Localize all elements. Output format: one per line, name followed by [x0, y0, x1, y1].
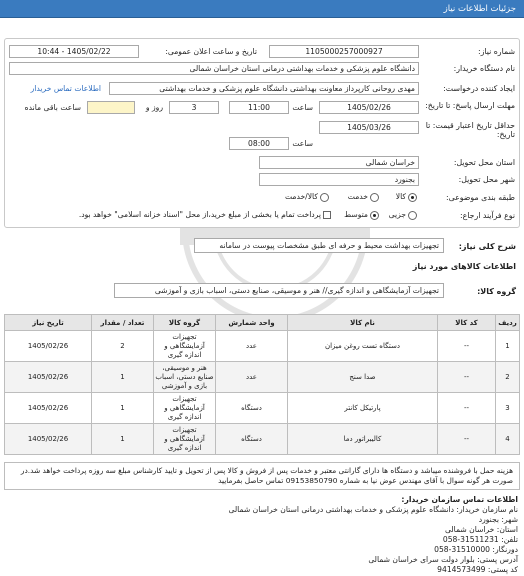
- process-option-medium[interactable]: متوسط: [344, 210, 379, 220]
- col-header-qty: تعداد / مقدار: [92, 315, 154, 331]
- cell-name: پارتیکل کانتر: [288, 393, 438, 424]
- table-row[interactable]: [5, 331, 520, 362]
- buyer-notes: هزینه حمل با فروشنده میباشد و دستگاه ها دارای گارانتی معتبر و خدمات پس از فروش و کالا پس از تحویل و تایید کارشناس مبلغ سه روزه پرداخت خواهد شد.در صورت هر گونه سوال با آقای مهندس عوض نیا به شماره 09153850790 تماس حاصل بفرمایید: [4, 462, 520, 490]
- city-field: بجنورد: [259, 173, 419, 186]
- buyer-field: دانشگاه علوم پزشکی و خدمات بهداشتی درمانی استان خراسان شمالی: [9, 62, 419, 75]
- buyer-label: نام دستگاه خریدار:: [453, 64, 515, 73]
- contact-org: نام سازمان خریدار: دانشگاه علوم پزشکی و خدمات بهداشتی درمانی استان خراسان شمالی: [228, 505, 518, 514]
- category-label: طبقه بندی موضوعی:: [446, 193, 515, 202]
- contact-title: اطلاعات تماس سازمان خریدار:: [401, 495, 518, 504]
- cell-group: تجهیزات آزمایشگاهی و اندازه گیری: [154, 331, 216, 362]
- cell-qty: 1: [92, 393, 154, 424]
- creator-field: مهدی روحانی کارپرداز معاونت بهداشتی دانشگاه علوم پزشکی و خدمات بهداشتی: [109, 82, 419, 95]
- cell-date: 1405/02/26: [5, 331, 92, 362]
- cell-unit: دستگاه: [216, 393, 288, 424]
- cell-group: تجهیزات آزمایشگاهی و اندازه گیری: [154, 424, 216, 455]
- contact-postal: کد پستی: 9414573499: [437, 565, 518, 574]
- hours-remaining-field: [87, 101, 135, 114]
- price-validity-time-field: 08:00: [229, 137, 289, 150]
- goods-info-title: اطلاعات کالاهای مورد نیاز: [412, 262, 516, 271]
- days-remaining-field: 3: [169, 101, 219, 114]
- radio-icon: [408, 211, 417, 220]
- cell-date: 1405/02/26: [5, 424, 92, 455]
- deadline-time-field: 11:00: [229, 101, 289, 114]
- page-title: جزئیات اطلاعات نیاز: [443, 4, 516, 14]
- radio-icon: [320, 193, 329, 202]
- cell-row-no: 4: [496, 424, 520, 455]
- col-header-name: نام کالا: [288, 315, 438, 331]
- need-details-panel: [4, 38, 520, 228]
- col-header-code: کد کالا: [438, 315, 496, 331]
- cell-name: صدا سنج: [288, 362, 438, 393]
- cell-group: تجهیزات آزمایشگاهی و اندازه گیری: [154, 393, 216, 424]
- cell-unit: عدد: [216, 331, 288, 362]
- cell-code: --: [438, 424, 496, 455]
- price-validity-time-label: ساعت: [292, 139, 313, 148]
- payment-treasury-checkbox[interactable]: پرداخت تمام یا بخشی از مبلغ خرید،از محل "اسناد خزانه اسلامی" خواهد بود.: [79, 210, 331, 219]
- price-validity-date-field: 1405/03/26: [319, 121, 419, 134]
- cell-unit: عدد: [216, 362, 288, 393]
- table-header-row: [5, 315, 520, 331]
- cell-row-no: 1: [496, 331, 520, 362]
- page-header: [0, 0, 524, 18]
- price-validity-label: حداقل تاریخ اعتبار قیمت: تا تاریخ:: [425, 121, 515, 139]
- deadline-time-label: ساعت: [292, 103, 313, 112]
- need-number-label: شماره نیاز:: [477, 47, 515, 56]
- cell-group: هنر و موسیقی، صنایع دستی، اسباب بازی و آموزشی: [154, 362, 216, 393]
- announce-field: 1405/02/22 - 10:44: [9, 45, 139, 58]
- table-row[interactable]: [5, 393, 520, 424]
- radio-icon: [370, 211, 379, 220]
- table-row[interactable]: [5, 424, 520, 455]
- radio-icon: [408, 193, 417, 202]
- category-option-goods[interactable]: کالا: [396, 192, 417, 202]
- cell-qty: 2: [92, 331, 154, 362]
- table-row[interactable]: [5, 362, 520, 393]
- contact-address: آدرس پستی: بلوار دولت سرای خراسان شمالی: [368, 555, 518, 564]
- goods-group-label: گروه کالا:: [477, 287, 516, 296]
- checkbox-icon: [323, 211, 331, 219]
- cell-code: --: [438, 331, 496, 362]
- category-option-goods-service[interactable]: کالا/خدمت: [285, 192, 329, 202]
- announce-label: تاریخ و ساعت اعلان عمومی:: [165, 47, 257, 56]
- city-label: شهر محل تحویل:: [458, 175, 515, 184]
- hours-label: ساعت باقی مانده: [24, 103, 81, 112]
- col-header-unit: واحد شمارش: [216, 315, 288, 331]
- cell-name: دستگاه تست روغن میزان: [288, 331, 438, 362]
- goods-table: [4, 314, 520, 455]
- cell-code: --: [438, 393, 496, 424]
- cell-qty: 1: [92, 362, 154, 393]
- province-label: استان محل تحویل:: [453, 158, 515, 167]
- process-label: نوع فرآیند ارجاع:: [459, 211, 515, 220]
- col-header-date: تاریخ نیاز: [5, 315, 92, 331]
- cell-row-no: 3: [496, 393, 520, 424]
- goods-group-field: تجهیزات آزمایشگاهی و اندازه گیری// هنر و موسیقی، صنایع دستی، اسباب بازی و آموزشی: [114, 283, 444, 298]
- creator-label: ایجاد کننده درخواست:: [443, 84, 515, 93]
- general-desc-label: شرح کلی نیاز:: [458, 242, 516, 251]
- contact-fax: دورنگار: 31510000-058: [434, 545, 518, 554]
- radio-icon: [370, 193, 379, 202]
- cell-date: 1405/02/26: [5, 393, 92, 424]
- category-option-service[interactable]: خدمت: [348, 192, 379, 202]
- contact-city: شهر: بجنورد: [478, 515, 518, 524]
- days-label: روز و: [145, 103, 163, 112]
- cell-qty: 1: [92, 424, 154, 455]
- cell-code: --: [438, 362, 496, 393]
- process-option-minor[interactable]: جزیی: [389, 210, 417, 220]
- cell-unit: دستگاه: [216, 424, 288, 455]
- need-number-field: 1105000257000927: [269, 45, 419, 58]
- contact-phone: تلفن: 31511231-058: [442, 535, 518, 544]
- deadline-date-field: 1405/02/26: [319, 101, 419, 114]
- col-header-group: گروه کالا: [154, 315, 216, 331]
- general-desc-field: تجهیزات بهداشت محیط و حرفه ای طبق مشخصات پیوست در سامانه: [194, 238, 444, 253]
- province-field: خراسان شمالی: [259, 156, 419, 169]
- cell-name: کالیبراتور دما: [288, 424, 438, 455]
- col-header-row-no: ردیف: [496, 315, 520, 331]
- contact-province: استان: خراسان شمالی: [445, 525, 518, 534]
- cell-date: 1405/02/26: [5, 362, 92, 393]
- buyer-contact-link[interactable]: اطلاعات تماس خریدار: [30, 84, 101, 93]
- deadline-label: مهلت ارسال پاسخ: تا تاریخ:: [425, 101, 515, 110]
- cell-row-no: 2: [496, 362, 520, 393]
